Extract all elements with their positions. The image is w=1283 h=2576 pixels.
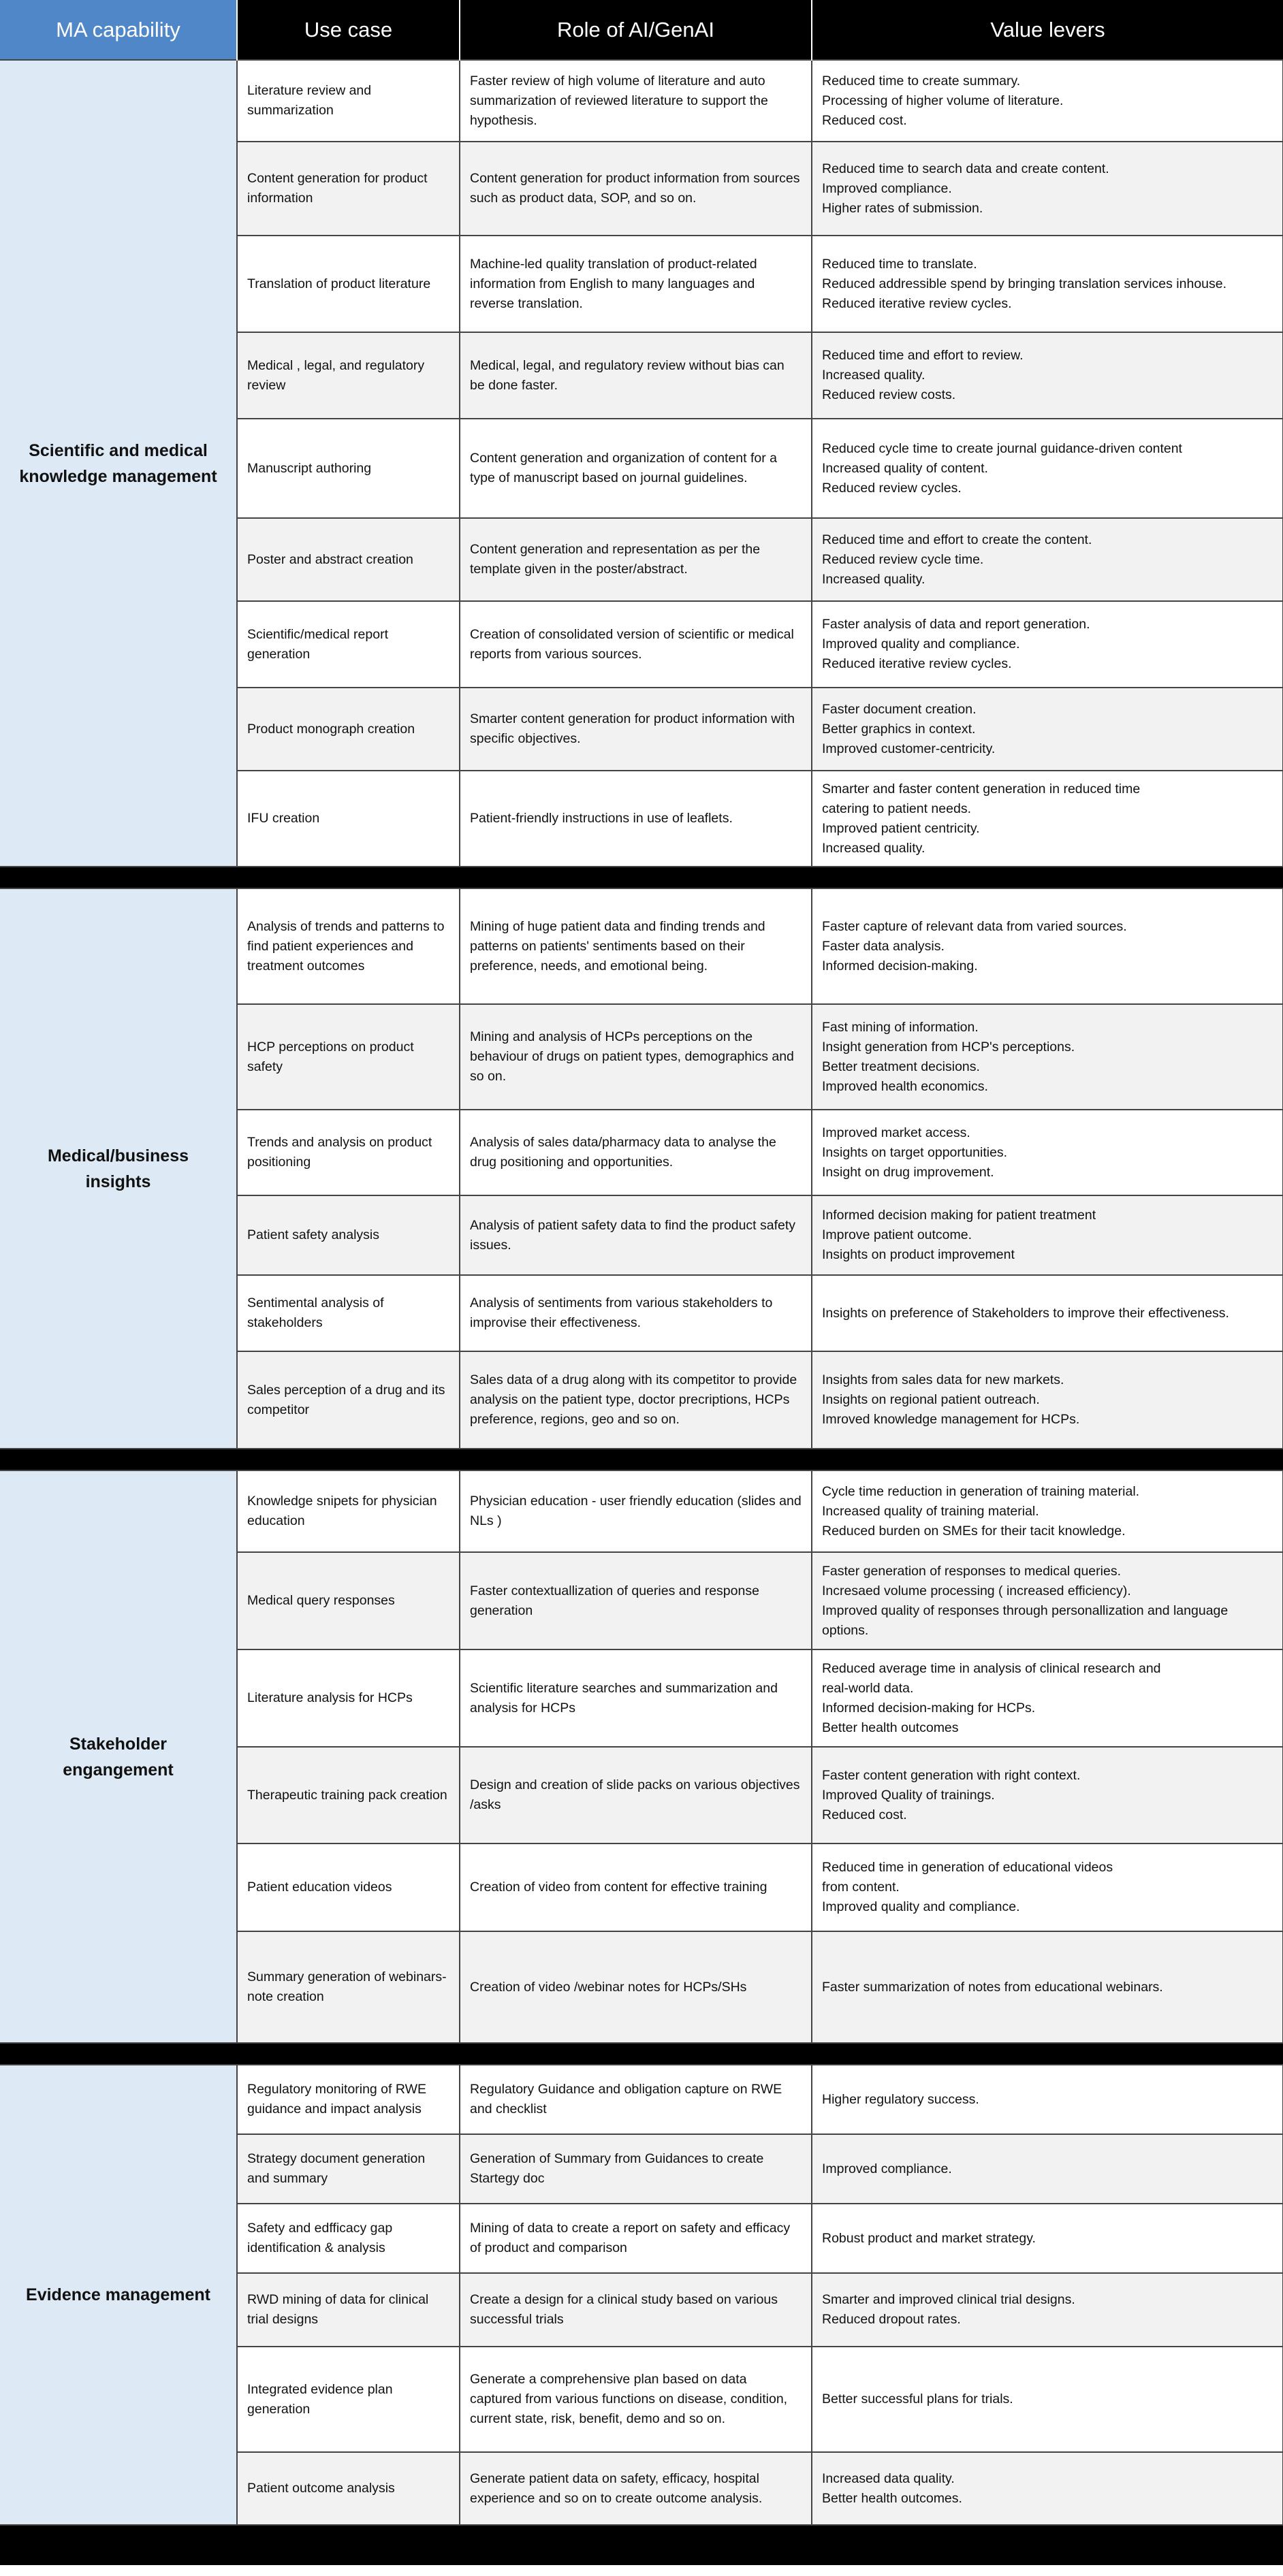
value-levers-cell [812,1470,1283,1552]
role-cell: Generate a comprehensive plan based on data captured from various functions on disease, condition, current state, risk, benefit, demo and so on. [460,2347,812,2452]
header-value-levers: Value levers [812,0,1283,60]
value-lever-line: Reduced time to translate. [822,256,977,272]
value-lever-line: Smarter and improved clinical trial designs. [822,2292,1075,2307]
role-cell: Smarter content generation for product information with specific objectives. [460,688,812,771]
value-lever-line: Improve patient outcome. [822,1227,972,1242]
use-case-cell: Patient outcome analysis [237,2452,460,2525]
value-lever-line: Faster capture of relevant data from varied sources. [822,918,1127,934]
value-lever-line: Improved health economics. [822,1078,988,1094]
value-lever-line: Reduced cycle time to create journal guidance-driven content [822,440,1182,456]
use-case-cell: Scientific/medical report generation [237,601,460,688]
use-case-cell: Literature review and summarization [237,60,460,142]
use-case-cell: HCP perceptions on product safety [237,1004,460,1110]
role-cell: Content generation and organization of content for a type of manuscript based on journal guidelines. [460,419,812,518]
use-case-cell: Medical , legal, and regulatory review [237,332,460,419]
value-levers-cell [812,1649,1283,1747]
role-cell: Analysis of sales data/pharmacy data to analyse the drug positioning and opportunities. [460,1110,812,1195]
role-cell: Analysis of sentiments from various stakeholders to improvise their effectiveness. [460,1275,812,1351]
value-lever-line: Improved quality and compliance. [822,1899,1020,1914]
value-levers-cell [812,1931,1283,2043]
value-lever-line: Insight generation from HCP's perceptions. [822,1039,1075,1054]
value-levers-cell [812,1552,1283,1649]
value-lever-line: Reduced time in generation of educational videos [822,1860,1113,1875]
value-lever-line: from content. [822,1880,900,1895]
value-lever-line: Reduced cost. [822,112,907,128]
value-levers-cell [812,142,1283,236]
value-lever-line: Faster generation of responses to medical queries. [822,1563,1121,1579]
use-case-cell: Trends and analysis on product positioning [237,1110,460,1195]
value-lever-line: Increased quality. [822,840,925,856]
value-lever-line: Smarter and faster content generation in reduced time [822,781,1141,796]
value-lever-line: Insights on regional patient outreach. [822,1392,1040,1407]
value-lever-line: Improved Quality of trainings. [822,1787,995,1803]
role-cell: Patient-friendly instructions in use of leaflets. [460,771,812,867]
value-lever-line: Reduced review cycles. [822,480,962,496]
value-lever-line: Improved quality of responses through personallization and language options. [822,1603,1229,1638]
header-role: Role of AI/GenAI [460,0,812,60]
value-lever-line: Better graphics in context. [822,721,976,737]
value-lever-line: catering to patient needs. [822,801,971,816]
value-lever-line: Better treatment decisions. [822,1059,980,1074]
value-lever-line: Reduced time to search data and create content. [822,161,1109,176]
value-lever-line: Improved quality and compliance. [822,637,1020,651]
value-lever-line: Better successful plans for trials. [822,2392,1013,2406]
value-lever-line: Insights from sales data for new markets. [822,1372,1064,1387]
role-cell: Content generation and representation as per the template given in the poster/abstract. [460,518,812,601]
use-case-cell: Content generation for product information [237,142,460,236]
value-lever-line: Insights on product improvement [822,1247,1015,1262]
separator-bar [0,867,1283,888]
value-levers-cell [812,518,1283,601]
value-lever-line: Fast mining of information. [822,1019,979,1035]
value-levers-cell [812,419,1283,518]
value-lever-line: Informed decision-making for HCPs. [822,1700,1036,1716]
role-cell: Mining of data to create a report on safety and efficacy of product and comparison [460,2204,812,2273]
value-lever-line: Improved market access. [822,1125,970,1140]
value-lever-line: Increased quality. [822,571,925,587]
value-lever-line: Increased quality of content. [822,460,988,476]
value-lever-line: Improved compliance. [822,180,952,196]
value-lever-line: Higher rates of submission. [822,200,983,216]
value-lever-line: Reduced cost. [822,1807,907,1822]
value-lever-line: Reduced dropout rates. [822,2312,961,2327]
section-separator [0,867,1283,888]
use-case-cell: Translation of product literature [237,236,460,332]
table-row [0,1470,1283,1552]
value-lever-line: Reduced iterative review cycles. [822,656,1012,671]
use-case-cell: Integrated evidence plan generation [237,2347,460,2452]
use-case-cell: Therapeutic training pack creation [237,1747,460,1844]
value-lever-line: Informed decision making for patient treatment [822,1208,1096,1223]
use-case-cell: Regulatory monitoring of RWE guidance and impact analysis [237,2065,460,2134]
use-case-cell: Strategy document generation and summary [237,2134,460,2204]
value-levers-cell [812,2452,1283,2525]
header-ma-capability: MA capability [0,0,237,60]
role-cell: Creation of video /webinar notes for HCPs/SHs [460,1931,812,2043]
value-lever-line: Better health outcomes. [822,2490,962,2506]
value-levers-cell [812,888,1283,1004]
role-cell: Medical, legal, and regulatory review without bias can be done faster. [460,332,812,419]
section-capability-label: Scientific and medical knowledge management [0,60,237,867]
value-lever-line: Robust product and market strategy. [822,2230,1036,2246]
value-lever-line: Increased data quality. [822,2470,955,2486]
value-lever-line: Increased quality. [822,368,925,383]
header-row [0,0,1283,60]
role-cell: Faster review of high volume of literature and auto summarization of reviewed literature to support the hypothesis. [460,60,812,142]
role-cell: Generate patient data on safety, efficacy, hospital experience and so on to create outcome analysis. [460,2452,812,2525]
use-case-cell: Sentimental analysis of stakeholders [237,1275,460,1351]
header-use-case: Use case [237,0,460,60]
use-case-cell: RWD mining of data for clinical trial designs [237,2273,460,2347]
use-case-cell: Medical query responses [237,1552,460,1649]
value-lever-line: Increased quality of training material. [822,1503,1039,1519]
section-capability-label: Evidence management [0,2065,237,2525]
section-capability-label: Stakeholder engangement [0,1470,237,2043]
value-levers-cell [812,2065,1283,2134]
value-lever-line: Improved compliance. [822,2161,952,2176]
table-row [0,60,1283,142]
role-cell: Regulatory Guidance and obligation capture on RWE and checklist [460,2065,812,2134]
role-cell: Faster contextuallization of queries and response generation [460,1552,812,1649]
use-case-cell: Sales perception of a drug and its competitor [237,1351,460,1449]
role-cell: Creation of video from content for effective training [460,1844,812,1931]
table-footer-bar [0,2525,1283,2565]
value-levers-cell [812,2134,1283,2204]
value-levers-cell [812,2347,1283,2452]
value-lever-line: Faster data analysis. [822,938,945,954]
value-lever-line: Insights on preference of Stakeholders to improve their effectiveness. [822,1305,1229,1321]
value-levers-cell [812,688,1283,771]
separator-bar [0,2043,1283,2065]
value-levers-cell [812,1195,1283,1275]
value-levers-cell [812,1004,1283,1110]
table-body [0,60,1283,2565]
value-levers-cell [812,236,1283,332]
value-lever-line: Incresaed volume processing ( increased efficiency). [822,1583,1131,1598]
table-row [0,2065,1283,2134]
role-cell: Physician education - user friendly education (slides and NLs ) [460,1470,812,1552]
value-lever-line: Higher regulatory success. [822,2091,979,2107]
footer-bar [0,2525,1283,2565]
value-lever-line: Insights on target opportunities. [822,1144,1008,1160]
use-case-cell: Poster and abstract creation [237,518,460,601]
value-lever-line: Better health outcomes [822,1720,959,1735]
use-case-cell: Knowledge snipets for physician education [237,1470,460,1552]
use-case-cell: Patient education videos [237,1844,460,1931]
value-levers-cell [812,2204,1283,2273]
value-levers-cell [812,1747,1283,1844]
section-capability-label: Medical/business insights [0,888,237,1449]
use-case-cell: IFU creation [237,771,460,867]
value-lever-line: Reduced review costs. [822,387,956,402]
use-case-cell: Manuscript authoring [237,419,460,518]
value-lever-line: Processing of higher volume of literature. [822,93,1064,108]
value-lever-line: Faster summarization of notes from educational webinars. [822,1979,1163,1995]
value-levers-cell [812,332,1283,419]
value-lever-line: Reduced time and effort to create the content. [822,532,1092,547]
value-lever-line: real-world data. [822,1680,914,1696]
value-levers-cell [812,601,1283,688]
value-levers-cell [812,1351,1283,1449]
value-lever-line: Informed decision-making. [822,958,978,973]
value-lever-line: Reduced time and effort to review. [822,348,1024,363]
value-levers-cell [812,2273,1283,2347]
use-case-cell: Summary generation of webinars-note creation [237,1931,460,2043]
value-lever-line: Improved patient centricity. [822,820,980,836]
value-lever-line: Reduced average time in analysis of clinical research and [822,1660,1161,1676]
role-cell: Create a design for a clinical study based on various successful trials [460,2273,812,2347]
separator-bar [0,1449,1283,1470]
value-lever-line: Imroved knowledge management for HCPs. [822,1412,1080,1427]
value-lever-line: Reduced review cycle time. [822,551,984,567]
role-cell: Scientific literature searches and summarization and analysis for HCPs [460,1649,812,1747]
value-levers-cell [812,1275,1283,1351]
role-cell: Creation of consolidated version of scientific or medical reports from various sources. [460,601,812,688]
role-cell: Content generation for product information from sources such as product data, SOP, and so on. [460,142,812,236]
value-lever-line: Reduced iterative review cycles. [822,295,1012,311]
section-separator [0,2043,1283,2065]
value-lever-line: Reduced time to create summary. [822,73,1021,88]
value-levers-cell [812,1844,1283,1931]
value-lever-line: Faster analysis of data and report generation. [822,617,1090,632]
value-levers-cell [812,1110,1283,1195]
role-cell: Sales data of a drug along with its competitor to provide analysis on the patient type, doctor precriptions, HCPs preference, regions, geo and so on. [460,1351,812,1449]
role-cell: Design and creation of slide packs on various objectives /asks [460,1747,812,1844]
value-lever-line: Improved customer-centricity. [822,741,996,756]
role-cell: Generation of Summary from Guidances to create Startegy doc [460,2134,812,2204]
role-cell: Mining and analysis of HCPs perceptions on the behaviour of drugs on patient types, demographics and so on. [460,1004,812,1110]
value-lever-line: Insight on drug improvement. [822,1164,994,1180]
value-lever-line: Reduced burden on SMEs for their tacit knowledge. [822,1523,1126,1539]
role-cell: Machine-led quality translation of product-related information from English to many languages and reverse translation. [460,236,812,332]
table-row [0,888,1283,1004]
use-case-cell: Patient safety analysis [237,1195,460,1275]
use-case-cell: Analysis of trends and patterns to find patient experiences and treatment outcomes [237,888,460,1004]
value-lever-line: Faster document creation. [822,701,977,717]
use-case-cell: Product monograph creation [237,688,460,771]
value-levers-cell [812,771,1283,867]
value-lever-line: Cycle time reduction in generation of training material. [822,1483,1140,1499]
value-lever-line: Faster content generation with right context. [822,1767,1081,1783]
role-cell: Mining of huge patient data and finding trends and patterns on patients' sentiments based on their preference, needs, and emotional being. [460,888,812,1004]
value-levers-cell [812,60,1283,142]
use-case-cell: Safety and edfficacy gap identification & analysis [237,2204,460,2273]
use-case-cell: Literature analysis for HCPs [237,1649,460,1747]
role-cell: Analysis of patient safety data to find the product safety issues. [460,1195,812,1275]
value-lever-line: Reduced addressible spend by bringing translation services inhouse. [822,276,1227,291]
section-separator [0,1449,1283,1470]
